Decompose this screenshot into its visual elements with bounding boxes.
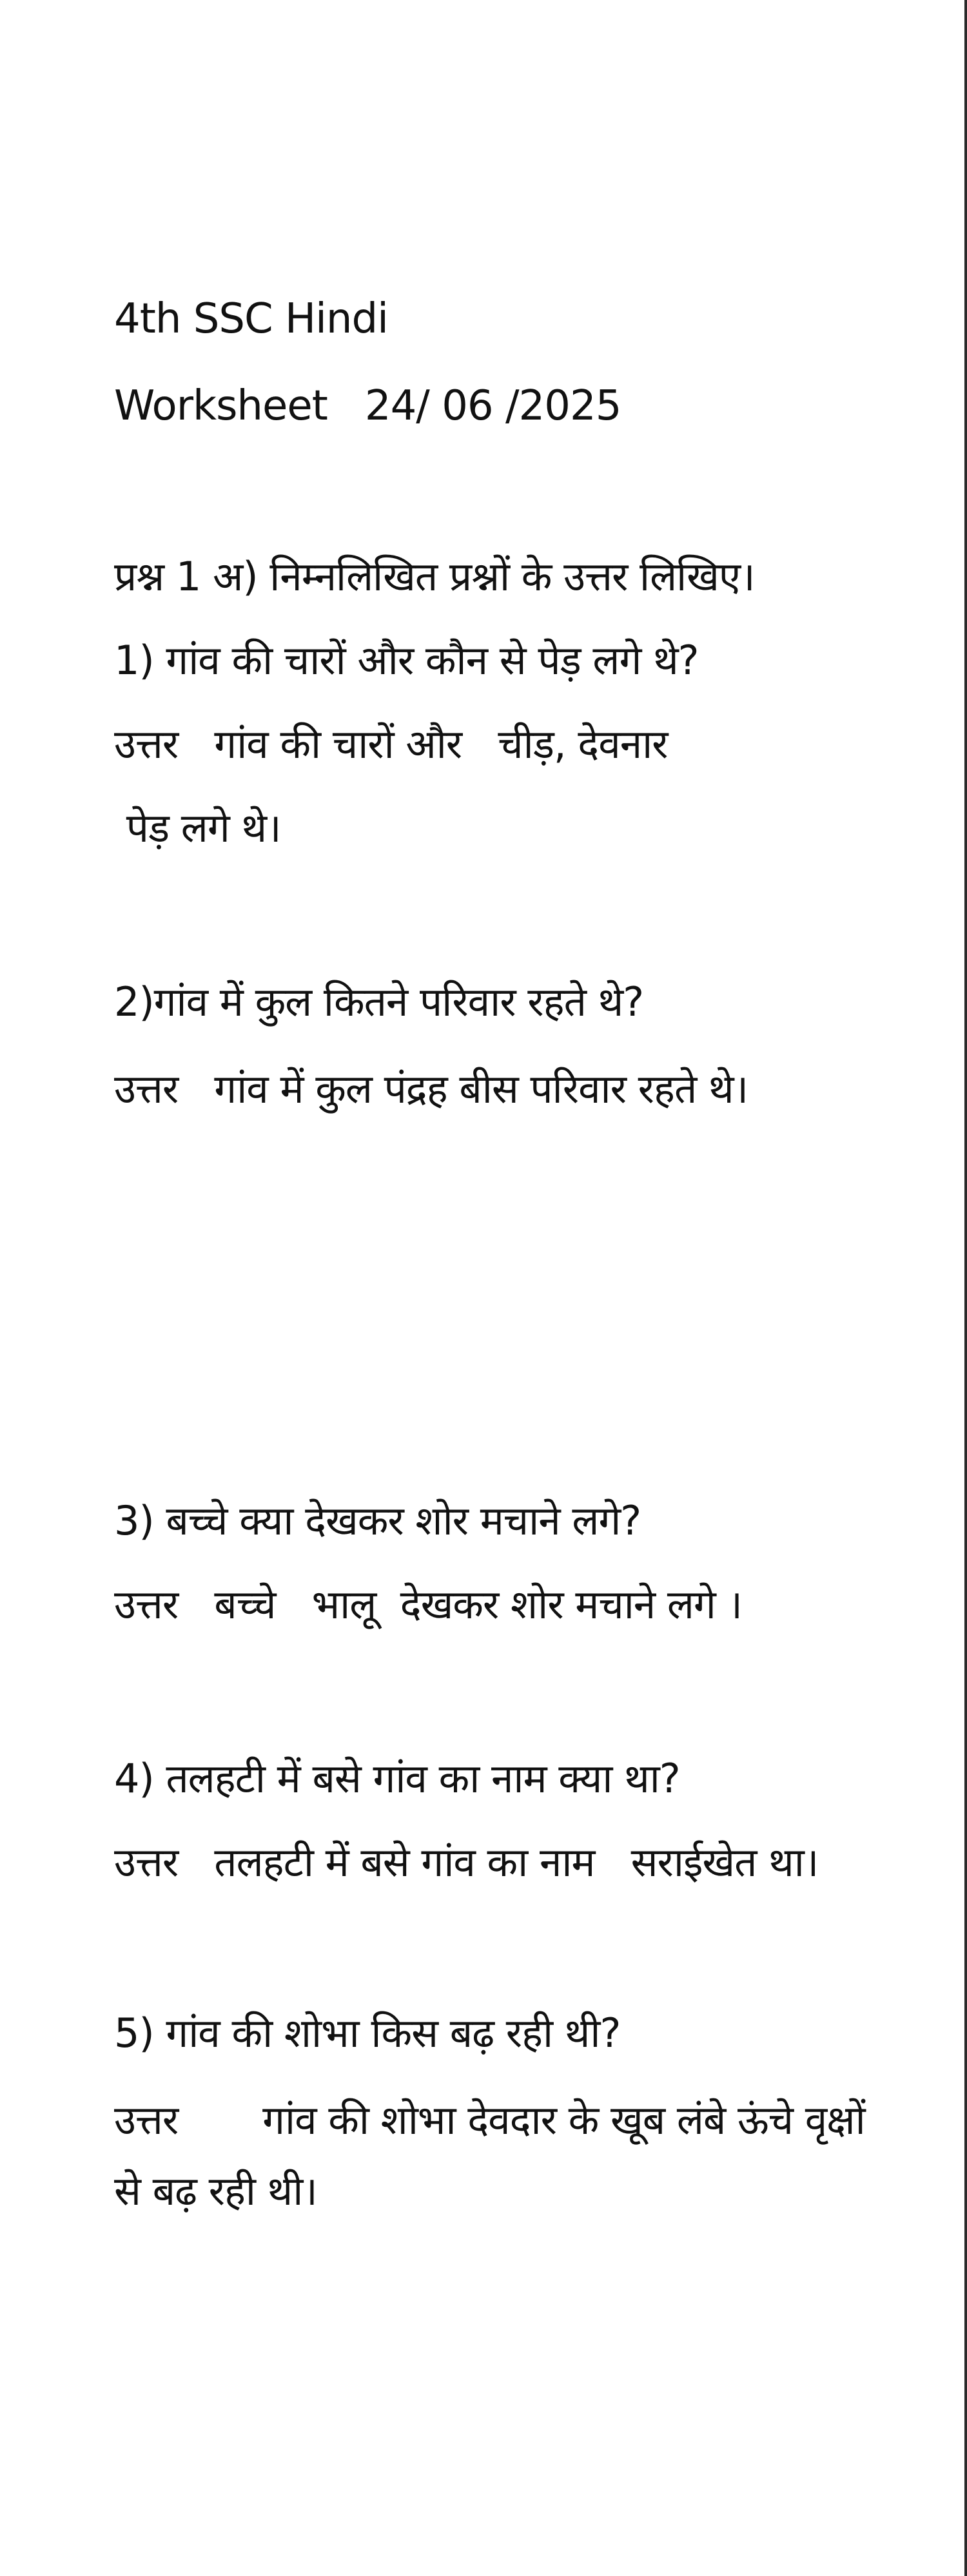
worksheet-date: Worksheet 24/ 06 /2025 bbox=[114, 382, 621, 430]
instruction: प्रश्न 1 अ) निम्नलिखित प्रश्नों के उत्तर लिखिए। bbox=[114, 553, 755, 600]
question-3: 3) बच्चे क्या देखकर शोर मचाने लगे? bbox=[114, 1497, 641, 1544]
question-1: 1) गांव की चारों और कौन से पेड़ लगे थे? bbox=[114, 637, 699, 684]
answer-3-line-1: उत्तर बच्चे भालू देखकर शोर मचाने लगे । bbox=[114, 1581, 743, 1628]
worksheet-title: 4th SSC Hindi bbox=[114, 295, 388, 343]
answer-1-line-2: पेड़ लगे थे। bbox=[114, 804, 281, 851]
answer-2-line-1: उत्तर गांव में कुल पंद्रह बीस परिवार रहते थे। bbox=[114, 1065, 748, 1112]
question-4: 4) तलहटी में बसे गांव का नाम क्या था? bbox=[114, 1755, 680, 1802]
answer-1-line-1: उत्तर गांव की चारों और चीड़, देवनार bbox=[114, 721, 668, 768]
question-2: 2)गांव में कुल कितने परिवार रहते थे? bbox=[114, 978, 644, 1025]
question-5: 5) गांव की शोभा किस बढ़ रही थी? bbox=[114, 2009, 621, 2057]
answer-4-line-1: उत्तर तलहटी में बसे गांव का नाम सराईखेत था। bbox=[114, 1839, 819, 1886]
answer-5-line-2: से बढ़ रही थी। bbox=[114, 2167, 317, 2214]
answer-5-line-1: उत्तर गांव की शोभा देवदार के खूब लंबे ऊंचे वृक्षों bbox=[114, 2097, 865, 2144]
page-edge-divider bbox=[964, 0, 967, 2576]
